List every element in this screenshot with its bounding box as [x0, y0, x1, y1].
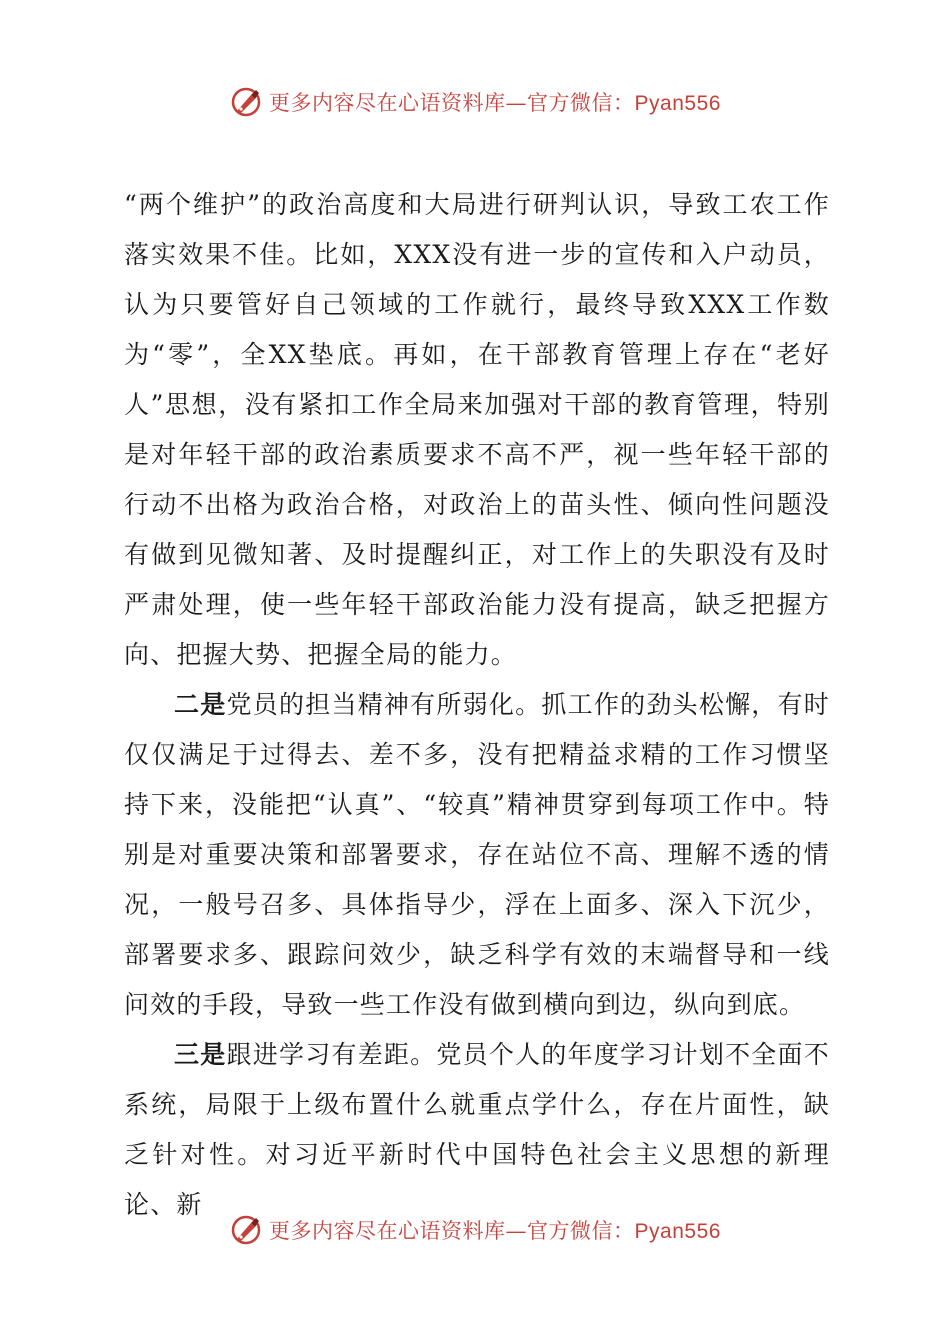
- header-banner-text: [269, 87, 721, 117]
- paragraph-2-text: 党员的担当精神有所弱化。抓工作的劲头松懈，有时仅仅满足于过得去、差不多，没有把精益求精的工作习惯坚持下来，没能把“认真”、“较真”精神贯穿到每项工作中。特别是对重要决策和部署要求，存在站位不高、理解不透的情况，一般号召多、具体指导少，浮在上面多、深入下沉少，部署要求多、跟踪问效少，缺乏科学有效的末端督导和一线问效的手段，导致一些工作没有做到横向到边，纵向到底。: [124, 690, 830, 1019]
- paragraph-3: [124, 1030, 830, 1230]
- pen-nib-logo-icon: [229, 1213, 263, 1247]
- footer-banner-label: 更多内容尽在心语资料库—官方微信：: [269, 1219, 635, 1243]
- footer-banner-handle: Pyan556: [634, 1220, 721, 1243]
- document-body: [124, 180, 830, 1230]
- footer-banner: [0, 1208, 950, 1252]
- footer-banner-text: [269, 1215, 721, 1245]
- paragraph-3-lead: 三是: [174, 1040, 227, 1069]
- paragraph-2-lead: 二是: [174, 690, 227, 719]
- paragraph-2: [124, 680, 830, 1030]
- header-banner-handle: Pyan556: [634, 92, 721, 115]
- paragraph-3-text: 跟进学习有差距。党员个人的年度学习计划不全面不系统，局限于上级布置什么就重点学什么，存在片面性，缺乏针对性。对习近平新时代中国特色社会主义思想的新理论、新: [124, 1040, 830, 1219]
- paragraph-1: “两个维护”的政治高度和大局进行研判认识，导致工农工作落实效果不佳。比如，XXX没有进一步的宣传和入户动员，认为只要管好自己领域的工作就行，最终导致XXX工作数为“零”，全XX垫底。再如，在干部教育管理上存在“老好人”思想，没有紧扣工作全局来加强对干部的教育管理，特别是对年轻干部的政治素质要求不高不严，视一些年轻干部的行动不出格为政治合格，对政治上的苗头性、倾向性问题没有做到见微知著、及时提醒纠正，对工作上的失职没有及时严肃处理，使一些年轻干部政治能力没有提高，缺乏把握方向、把握大势、把握全局的能力。: [124, 190, 830, 669]
- header-banner-label: 更多内容尽在心语资料库—官方微信：: [269, 91, 635, 115]
- header-banner: [0, 80, 950, 124]
- pen-nib-logo-icon: [229, 85, 263, 119]
